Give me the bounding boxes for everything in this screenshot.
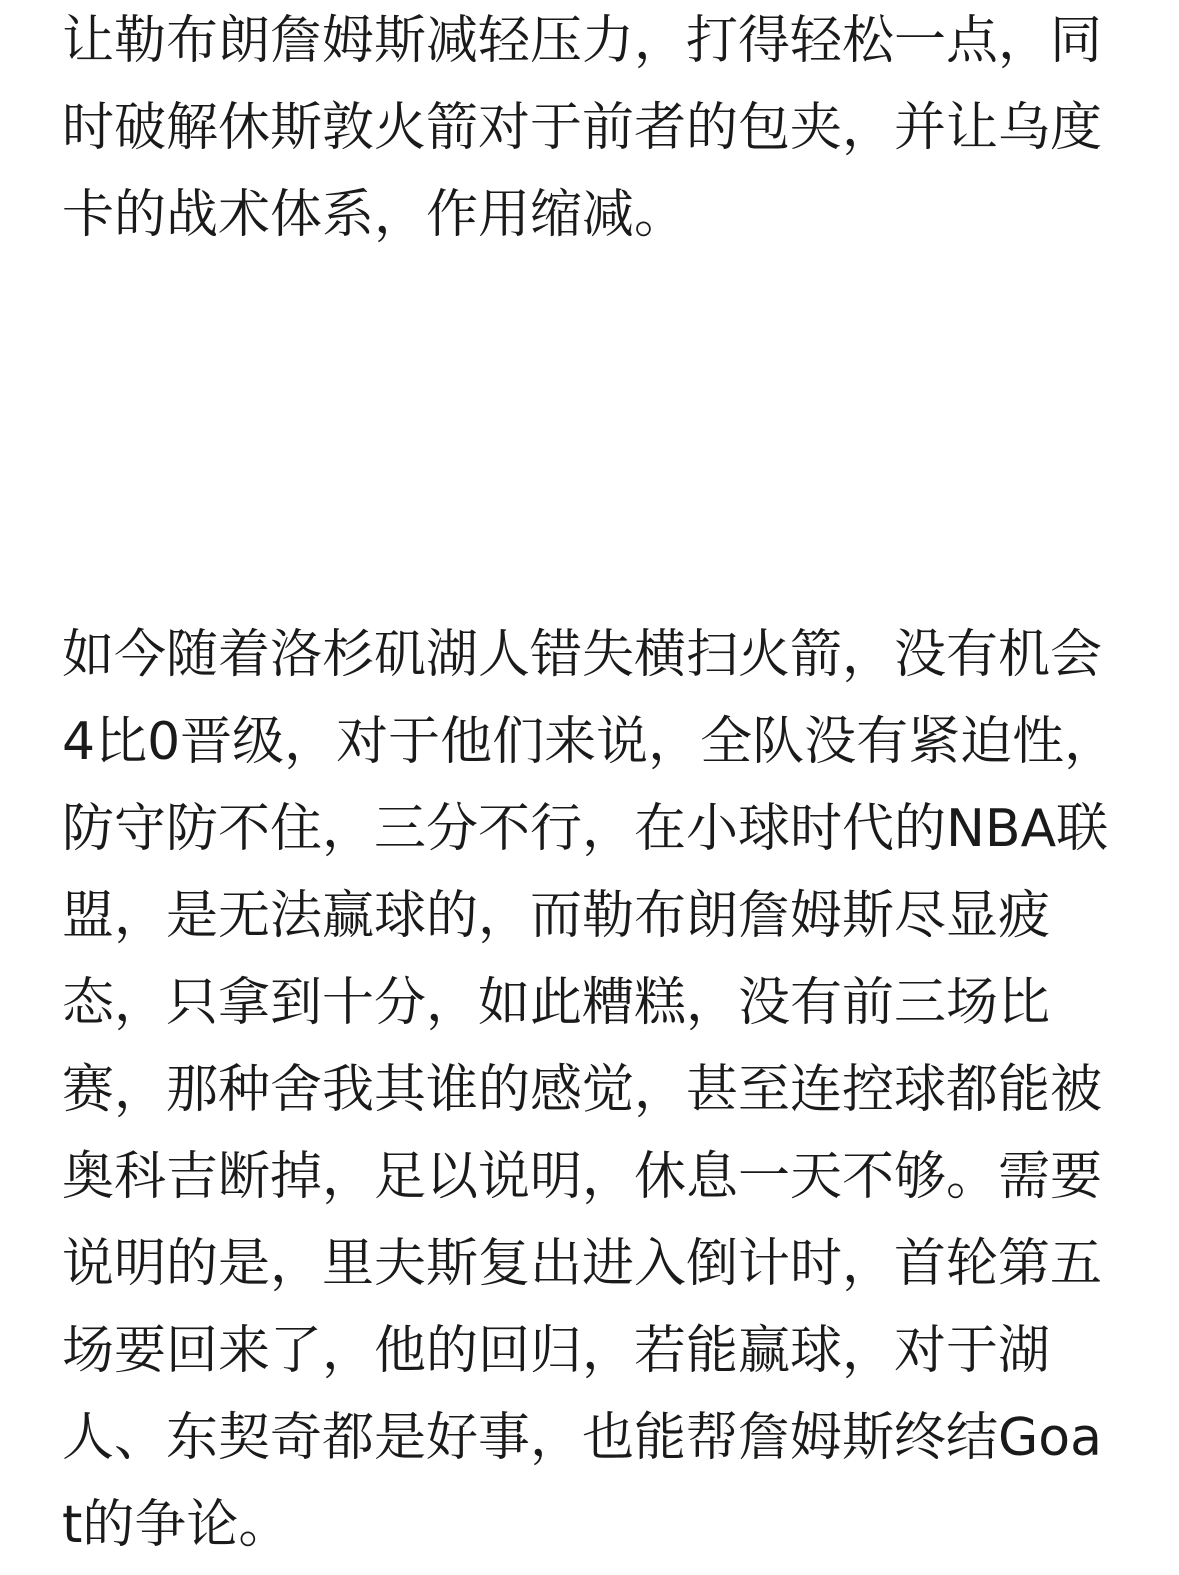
image-placeholder-blank	[0, 262, 1179, 602]
article-paragraph: 让勒布朗詹姆斯减轻压力，打得轻松一点，同时破解休斯敦火箭对于前者的包夹，并让乌度卡的战术体系，作用缩减。	[62, 11, 1103, 245]
article-paragraph: 如今随着洛杉矶湖人错失横扫火箭，没有机会4比0晋级，对于他们来说，全队没有紧迫性，防守防不住，三分不行，在小球时代的NBA联盟，是无法赢球的，而勒布朗詹姆斯尽显疲态，只拿到十分，如此糟糕，没有前三场比赛，那种舍我其谁的感觉，甚至连控球都能被奥科吉断掉，足以说明，休息一天不够。需要说明的是，里夫斯复出进入倒计时，首轮第五场要回来了，他的回归，若能赢球，对于湖人、东契奇都是好事，也能帮詹姆斯终结Goat的争论。	[62, 625, 1117, 1555]
